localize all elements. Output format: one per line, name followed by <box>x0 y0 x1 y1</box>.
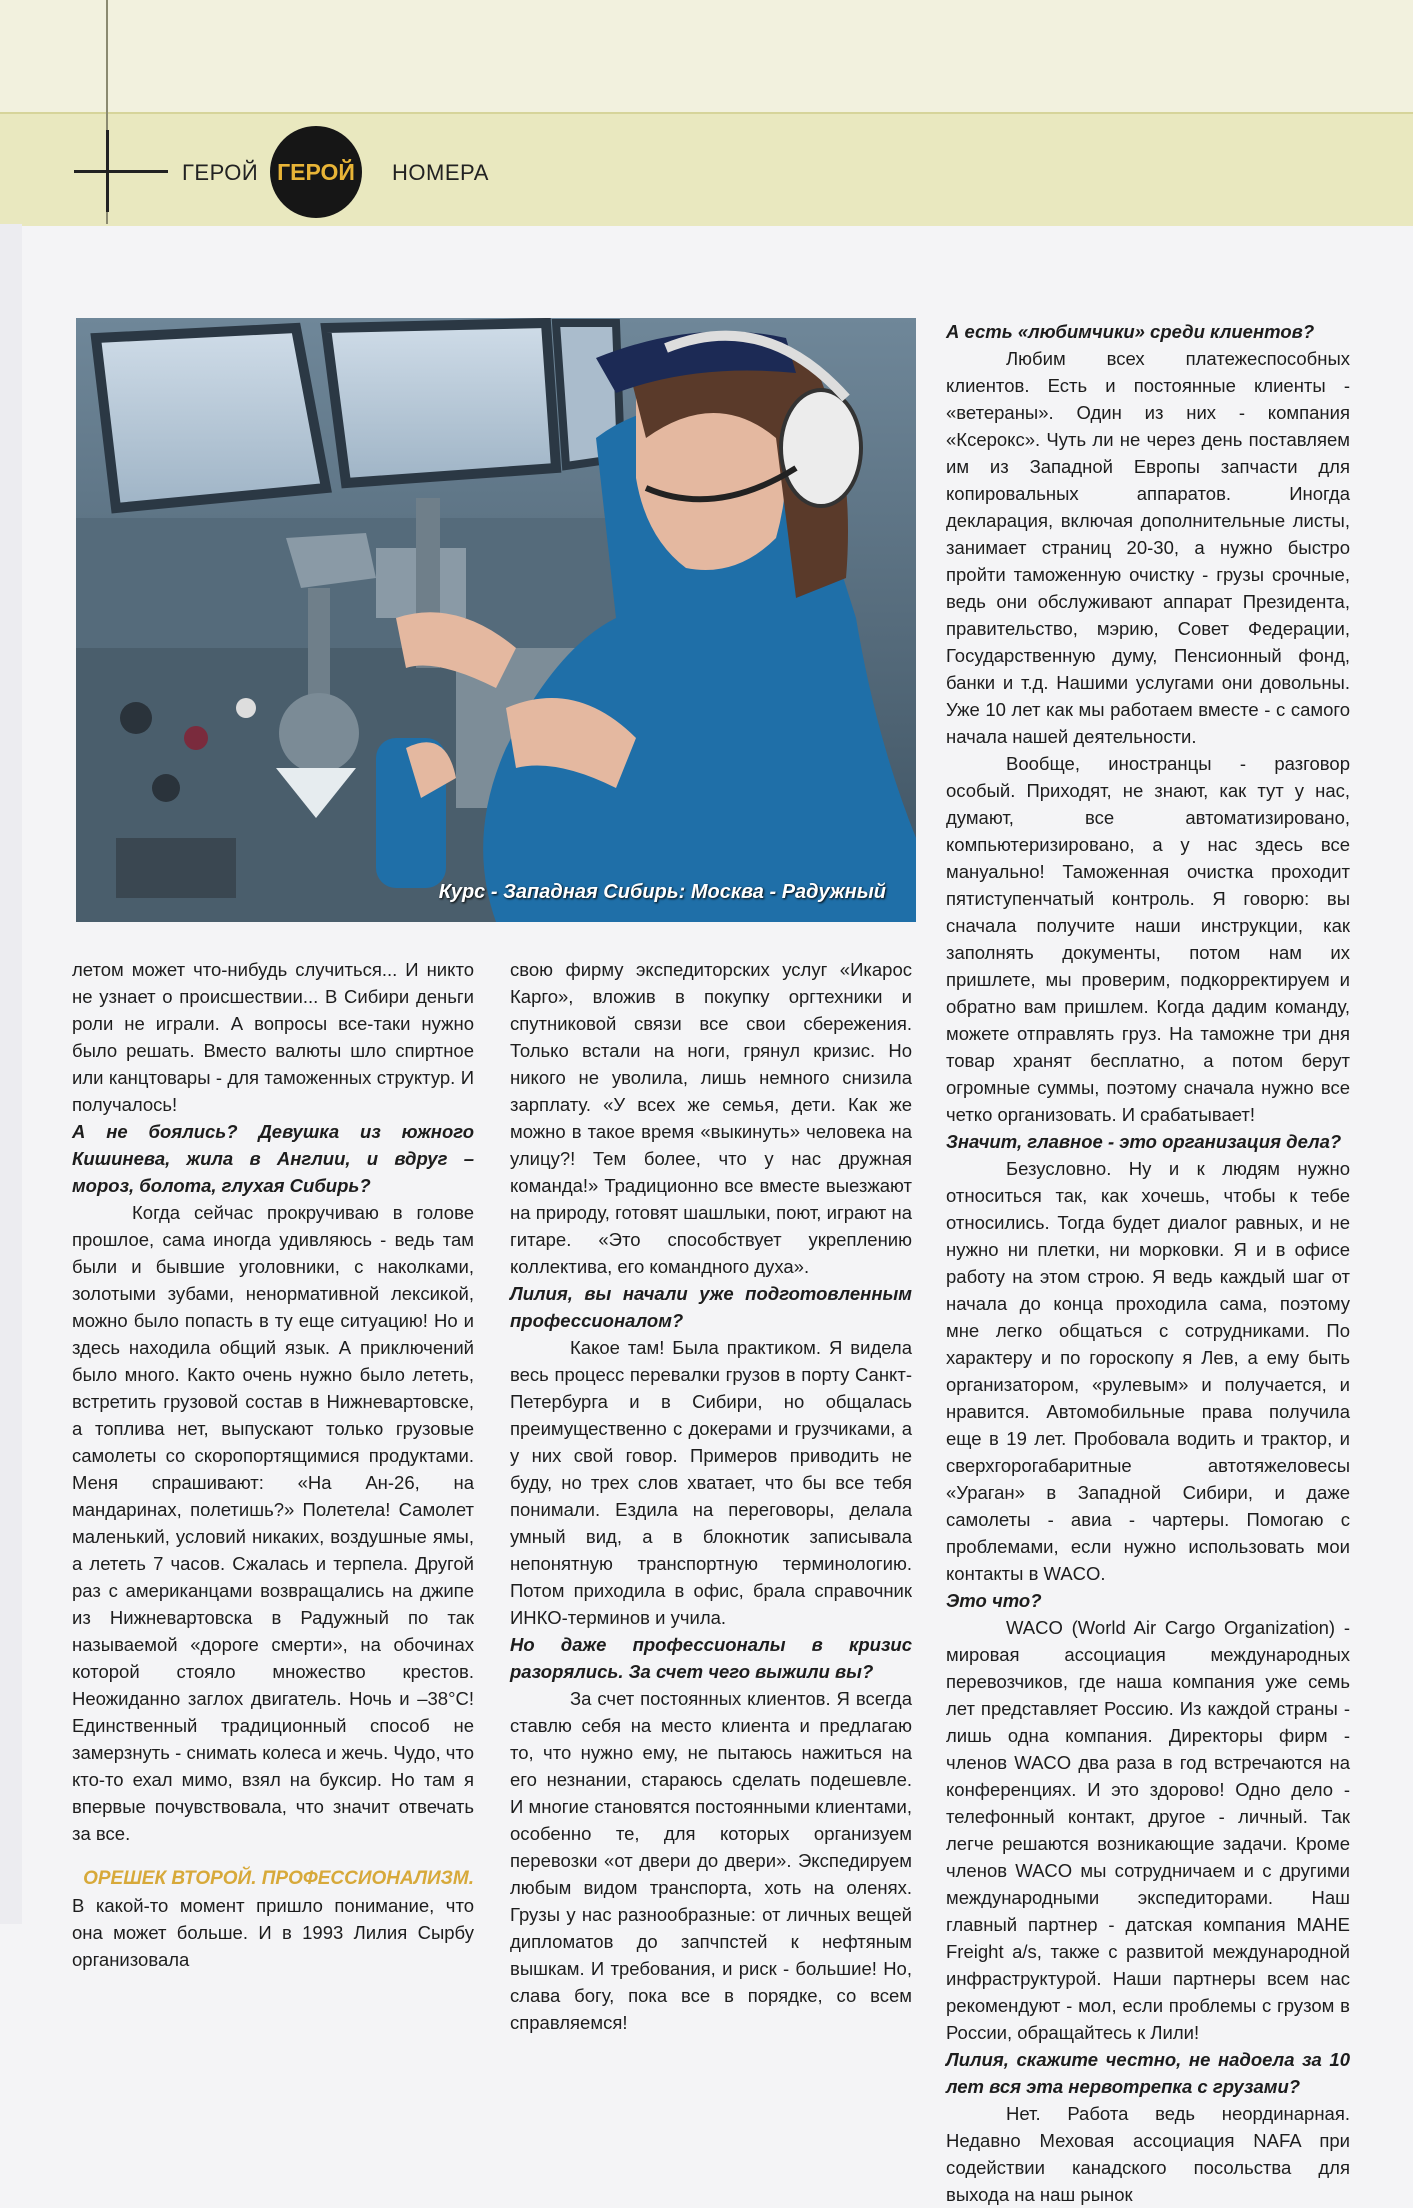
article-column-2 <box>510 956 912 2036</box>
paragraph: Вообще, иностранцы - разговор особый. Приходят, не знают, как тут у нас, думают, все автоматизировано, компьютеризировано, а у нас здесь все мануально! Таможенная очистка проходит пятиступенчатый контроль. Я говорю: вы сначала получите наши инструкции, как заполнять документы, потом нам их пришлете, мы проверим, подкорректируем и обратно вам пришлем. Когда дадим команду, можете отправлять груз. На таможне три дня товар хранят бесплатно, а потом берут огромные суммы, поэтому сначала нужно все четко организовать. И срабатывает! <box>946 753 1350 1125</box>
section-label-right: НОМЕРА <box>392 160 489 185</box>
cross-mark-horizontal <box>74 170 168 173</box>
interview-question: Значит, главное - это организация дела? <box>946 1131 1342 1152</box>
paragraph: свою фирму экспедиторских услуг «Икарос Карго», вложив в покупку оргтехники и спутниковой связи все свои сбережения. Только встали на ноги, грянул кризис. Но никого не уволила, лишь немного снизила зарплату. «У всех же семья, дети. Как же можно в такое время «выкинуть» человека на улицу?! Тем более, что у нас дружная команда!» Традиционно все вместе выезжают на природу, готовят шашлыки, поют, играют на гитаре. «Это способствует укреплению коллектива, его командного духа». <box>510 959 912 1277</box>
article-column-3 <box>946 318 1350 2208</box>
paragraph: Безусловно. Ну и к людям нужно относиться так, как хочешь, чтобы к тебе относились. Тогда будет диалог равных, и не нужно ни плетки, ни морковки. Я и в офисе работу на этом строю. Я ведь каждый шаг от начала до конца проходила сама, поэтому мне легко общаться с сотрудниками. По характеру и по гороскопу я Лев, а ему быть организатором, «рулевым» и получается, и нравится. Автомобильные права получила еще в 19 лет. Пробовала водить и трактор, и сверхгорогабаритные автотяжеловесы «Ураган» в Западной Сибири, и даже самолеты - авиа - чартеры. Помогаю с проблемами, если нужно использовать мои контакты в WACO. <box>946 1158 1350 1584</box>
interview-question: А есть «любимчики» среди клиентов? <box>946 321 1315 342</box>
paragraph: WACO (World Air Cargo Organization) - мировая ассоциация международных перевозчиков, где наша компания уже семь лет представляет Россию. Из каждой страны - лишь одна компания. Директоры фирм - членов WACO два раза в год встречаются на конференциях. И это здорово! Одно дело - телефонный контакт, другое - личный. Так легче решаются возникающие задачи. Кроме членов WACO мы сотрудничаем и с другими международными экспедиторами. Наш главный партнер - датская компания MAHE Freight a/s, также с развитой международной инфраструктурой. Наши партнеры всем нас рекомендуют - мол, если проблемы с грузом в России, обращайтесь к Лили! <box>946 1617 1350 2043</box>
photo-caption: Курс - Западная Сибирь: Москва - Радужный <box>438 881 886 903</box>
article-column-1 <box>72 956 474 1973</box>
interview-question: Но даже профессионалы в кризис разорялись. За счет чего выжили вы? <box>510 1634 912 1682</box>
previous-page-edge <box>0 224 22 1924</box>
section-label-left: ГЕРОЙ <box>182 160 259 185</box>
paragraph: Когда сейчас прокручиваю в голове прошлое, сама иногда удивляюсь - ведь там были и бывшие уголовники, с наколками, золотыми зубами, ненормативной лексикой, можно было попасть в ту еще ситуацию! Но и здесь находила общий язык. А приключений было много. Както очень нужно было лететь, встретить грузовой состав в Нижневартовске, а топлива нет, выпускают только грузовые самолеты со скоропортящимися продуктами. Меня спрашивают: «На Ан-26, на мандаринах, полетишь?» Полетела! Самолет маленький, условий никаких, воздушные ямы, а лететь 7 часов. Сжалась и терпела. Другой раз с американцами возвращались на джипе из Нижневартовска в Радужный по так называемой «дороге смерти», на обочинах которой стояло множество крестов. Неожиданно заглох двигатель. Ночь и –38°С! Единственный традиционный способ не замерзнуть - снимать колеса и жечь. Чудо, что кто-то ехал мимо, взял на буксир. Но там я впервые почувствовала, что значит отвечать за все. <box>72 1202 474 1844</box>
interview-question: Лилия, скажите честно, не надоела за 10 лет вся эта нервотрепка с грузами? <box>946 2049 1350 2097</box>
paragraph: летом может что-нибудь случиться... И никто не узнает о происшествии... В Сибири деньги роли не играли. А вопросы все-таки нужно было решать. Вместо валюты шло спиртное или канцтовары - для таможенных структур. И получалось! <box>72 959 474 1115</box>
interview-question: А не боялись? Девушка из южного Кишинева, жила в Англии, и вдруг – мороз, болота, глухая Сибирь? <box>72 1121 474 1196</box>
interview-question: Это что? <box>946 1590 1042 1611</box>
paragraph: За счет постоянных клиентов. Я всегда ставлю себя на место клиента и предлагаю то, что нужно ему, не пытаюсь нажиться на его незнании, стараюсь сделать подешевле. И многие становятся постоянными клиентами, особенно те, для которых организуем перевозки «от двери до двери». Экспедируем любым видом транспорта, хоть на оленях. Грузы у нас разнообразные: от личных вещей дипломатов до запчпстей к нефтяным вышкам. И требования, и риск - большие! Но, слава богу, пока все в порядке, со всем справляемся! <box>510 1688 912 2033</box>
cockpit-illustration <box>76 318 916 922</box>
section-badge-label: ГЕРОЙ <box>277 158 355 185</box>
interview-question: Лилия, вы начали уже подготовленным профессионалом? <box>510 1283 912 1331</box>
cockpit-photo <box>76 318 916 922</box>
paragraph: В какой-то момент пришло понимание, что она может больше. И в 1993 Лилия Сырбу организовала <box>72 1895 474 1970</box>
paragraph: Нет. Работа ведь неординарная. Недавно Меховая ассоциация NAFA при содействии канадского посольства для выхода на наш рынок <box>946 2103 1350 2205</box>
paragraph: Любим всех платежеспособных клиентов. Есть и постоянные клиенты - «ветераны». Один из них - компания «Ксерокс». Чуть ли не через день поставляем им из Западной Европы запчасти для копировальных аппаратов. Иногда декларация, включая дополнительные листы, занимает страниц 20-30, а нужно быстро пройти таможенную очистку - грузы срочные, ведь они обслуживают аппарат Президента, правительство, мэрию, Совет Федерации, Государственную думу, Пенсионный фонд, банки и т.д. Нашими услугами они довольны. Уже 10 лет как мы работаем вместе - с самого начала нашей деятельности. <box>946 348 1350 747</box>
cross-mark-vertical <box>106 130 109 212</box>
subheading: ОРЕШЕК ВТОРОЙ. ПРОФЕССИОНАЛИЗМ. <box>83 1868 474 1889</box>
page-top-margin <box>0 0 1413 112</box>
section-badge <box>270 126 362 218</box>
paragraph: Какое там! Была практиком. Я видела весь процесс перевалки грузов в порту Санкт-Петербурга и в Сибири, но общалась преимущественно с докерами и грузчиками, а у них свой говор. Примеров приводить не буду, но трех слов хватает, что бы все тебя понимали. Ездила на переговоры, делала умный вид, а в блокнотик записывала непонятную транспортную терминологию. Потом приходила в офис, брала справочник ИНКО-терминов и учила. <box>510 1337 912 1628</box>
